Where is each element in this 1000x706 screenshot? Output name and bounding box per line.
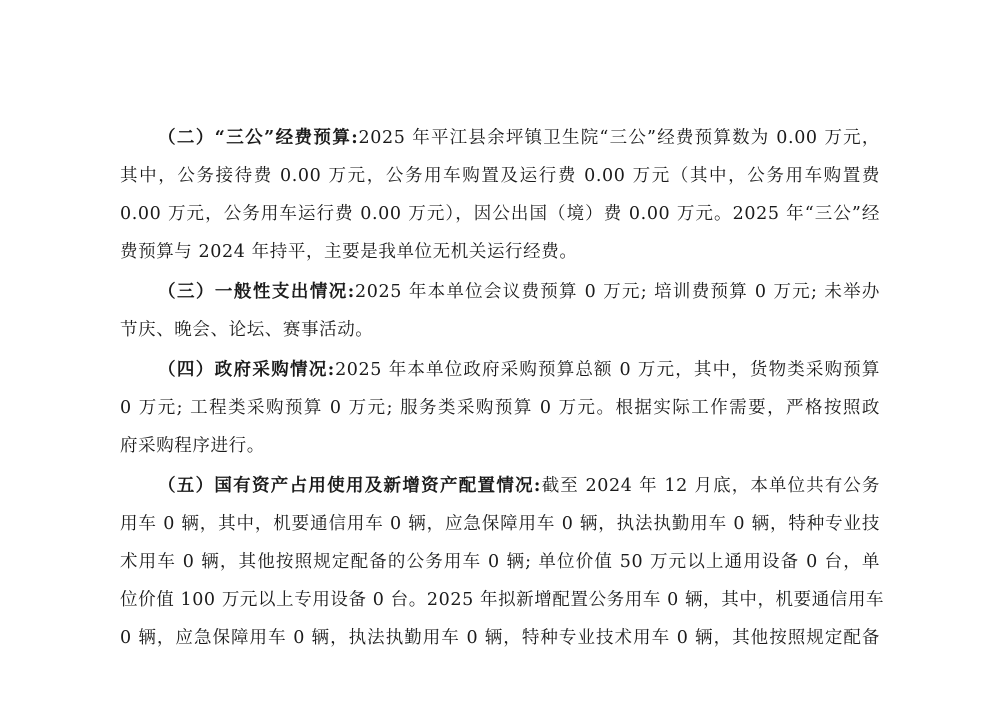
paragraph-line	[158, 472, 880, 500]
paragraph-text: 术用车 0 辆，其他按照规定配备的公务用车 0 辆; 单位价值 50 万元以上通用设备 0 台，单	[120, 552, 880, 572]
paragraph-line	[120, 510, 880, 538]
paragraph-text: 0 辆，应急保障用车 0 辆，执法执勤用车 0 辆，特种专业技术用车 0 辆，其他按照规定配备	[120, 628, 880, 648]
paragraph-text: 0 万元; 工程类采购预算 0 万元; 服务类采购预算 0 万元。根据实际工作需要，严格按照政	[120, 398, 880, 418]
paragraph-text: 2025 年本单位政府采购预算总额 0 万元，其中，货物类采购预算	[335, 360, 880, 380]
paragraph-text: 2025 年平江县余坪镇卫生院“三公”经费预算数为 0.00 万元，	[358, 128, 880, 148]
paragraph-text: 2025 年本单位会议费预算 0 万元; 培训费预算 0 万元; 未举办	[355, 282, 880, 302]
section-heading-general-expenses: （三）一般性支出情况:	[158, 282, 356, 302]
paragraph-line	[158, 278, 880, 306]
paragraph-line	[120, 624, 880, 652]
paragraph-text: 位价值 100 万元以上专用设备 0 台。2025 年拟新增配置公务用车 0 辆，其中，机要通信用车	[120, 590, 885, 610]
section-heading-state-assets: （五）国有资产占用使用及新增资产配置情况:	[158, 476, 542, 496]
paragraph-line	[120, 548, 880, 576]
paragraph-text: 截至 2024 年 12 月底，本单位共有公务	[541, 476, 880, 496]
paragraph-text: 0.00 万元，公务用车运行费 0.00 万元），因公出国（境）费 0.00 万元。2025 年“三公”经	[120, 204, 880, 224]
paragraph-text: 府采购程序进行。	[120, 436, 265, 456]
section-heading-san-gong: （二）“三公”经费预算:	[158, 128, 359, 148]
paragraph-line	[120, 316, 880, 344]
paragraph-text: 用车 0 辆，其中，机要通信用车 0 辆，应急保障用车 0 辆，执法执勤用车 0 辆，特种专业技	[120, 514, 880, 534]
paragraph-line	[120, 586, 885, 614]
paragraph-line	[120, 162, 880, 190]
paragraph-line	[158, 356, 880, 384]
paragraph-text: 节庆、晚会、论坛、赛事活动。	[120, 320, 374, 340]
paragraph-text: 其中，公务接待费 0.00 万元，公务用车购置及运行费 0.00 万元（其中，公务用车购置费	[120, 166, 880, 186]
paragraph-line	[120, 200, 880, 228]
paragraph-line	[120, 394, 880, 422]
section-heading-procurement: （四）政府采购情况:	[158, 360, 336, 380]
paragraph-line	[158, 124, 880, 152]
paragraph-text: 费预算与 2024 年持平，主要是我单位无机关运行经费。	[120, 242, 578, 262]
paragraph-line	[120, 238, 880, 266]
paragraph-line	[120, 432, 880, 460]
